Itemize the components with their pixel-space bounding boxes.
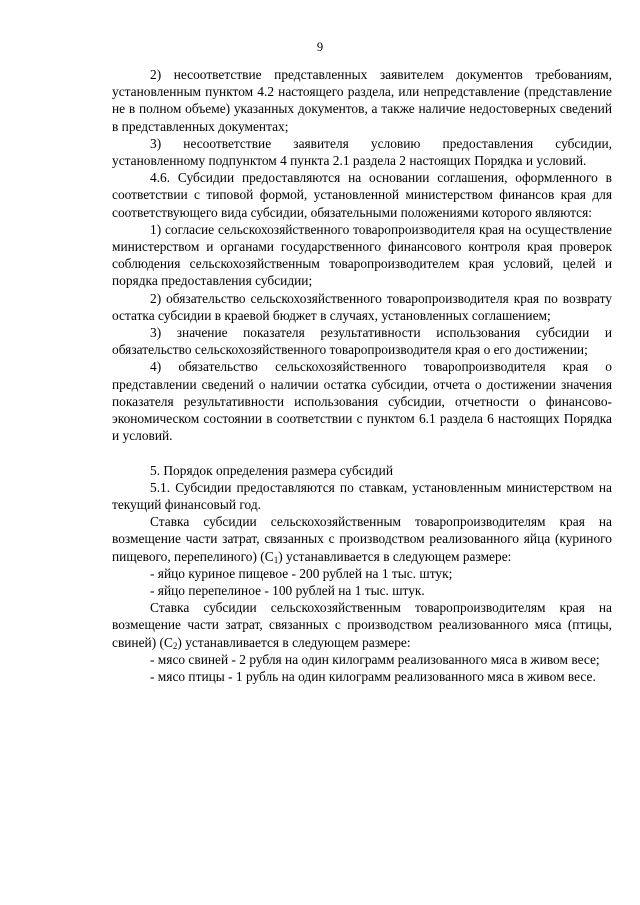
egg-rate-text-end: ) устанавливается в следующем размере: [278,548,512,564]
meat-rate-text-end: ) устанавливается в следующем размере: [177,634,411,650]
agreement-provision-4: 4) обязательство сельскохозяйственного товаропроизводителя края о представлении сведений о наличии остатка субсидии, отчета о достижении значения показателя результативности использования субсидии, отчетности о финансово-экономическом состоянии в соответствии с пунктом 6.1 раздела 6 настоящих Порядка и условий. [112,359,612,444]
meat-rate-text: Ставка субсидии сельскохозяйственным товаропроизводителям края на возмещение части затрат, связанных с производством реализованного мяса (птицы, свиней) (С [112,600,612,650]
egg-rate-item-chicken: - яйцо куриное пищевое - 200 рублей на 1 тыс. штук; [150,565,453,581]
meat-subsidy-rate-paragraph [112,599,612,651]
paragraph-refusal-reason-2: 2) несоответствие представленных заявителем документов требованиям, установленным пунктом 4.2 настоящего раздела, или непредставление (представление не в полном объеме) указанных документов, а также наличие недостоверных сведений в представленных документах; [112,67,612,134]
meat-rate-subscript: 2 [172,640,178,651]
paragraph-4-6: 4.6. Субсидии предоставляются на основании соглашения, оформленного в соответствии с типовой формой, установленной министерством финансов края для соответствующего вида субсидии, обязательными положениями которого являются: [112,170,612,220]
agreement-provision-3: 3) значение показателя результативности использования субсидии и обязательство сельскохозяйственного товаропроизводителя края о его достижении; [112,325,612,358]
page-number: 9 [316,40,324,54]
egg-subsidy-rate-paragraph [112,513,612,565]
section-heading: 5. Порядок определения размера субсидий [150,462,394,478]
paragraph-5-1: 5.1. Субсидии предоставляются по ставкам, установленным министерством на текущий финансовый год. [112,479,612,513]
agreement-provision-2: 2) обязательство сельскохозяйственного товаропроизводителя края по возврату остатка субсидии в краевой бюджет в случаях, установленных соглашением; [112,290,612,323]
egg-rate-item-quail: - яйцо перепелиное - 100 рублей на 1 тыс. штук. [150,583,425,599]
meat-rate-item-poultry: - мясо птицы - 1 рубль на один килограмм реализованного мяса в живом весе. [150,669,596,685]
agreement-provision-1: 1) согласие сельскохозяйственного товаропроизводителя края на осуществление министерством и органами государственного финансового контроля края проверок соблюдения сельскохозяйственным товаропроизводителем края условий, целей и порядка предоставления субсидии; [112,221,612,289]
document-body [112,66,612,685]
section-spacer [112,444,612,461]
egg-rate-text: Ставка субсидии сельскохозяйственным товаропроизводителям края на возмещение части затрат, связанных с производством реализованного яйца (куриного пищевого, перепелиного) (С [112,514,612,564]
meat-rate-item-pork: - мясо свиней - 2 рубля на один килограмм реализованного мяса в живом весе; [150,651,600,667]
egg-rate-subscript: 1 [273,554,279,565]
paragraph-refusal-reason-3: 3) несоответствие заявителя условию предоставления субсидии, установленному подпунктом 4 пункта 2.1 раздела 2 настоящих Порядка и условий. [112,135,612,169]
